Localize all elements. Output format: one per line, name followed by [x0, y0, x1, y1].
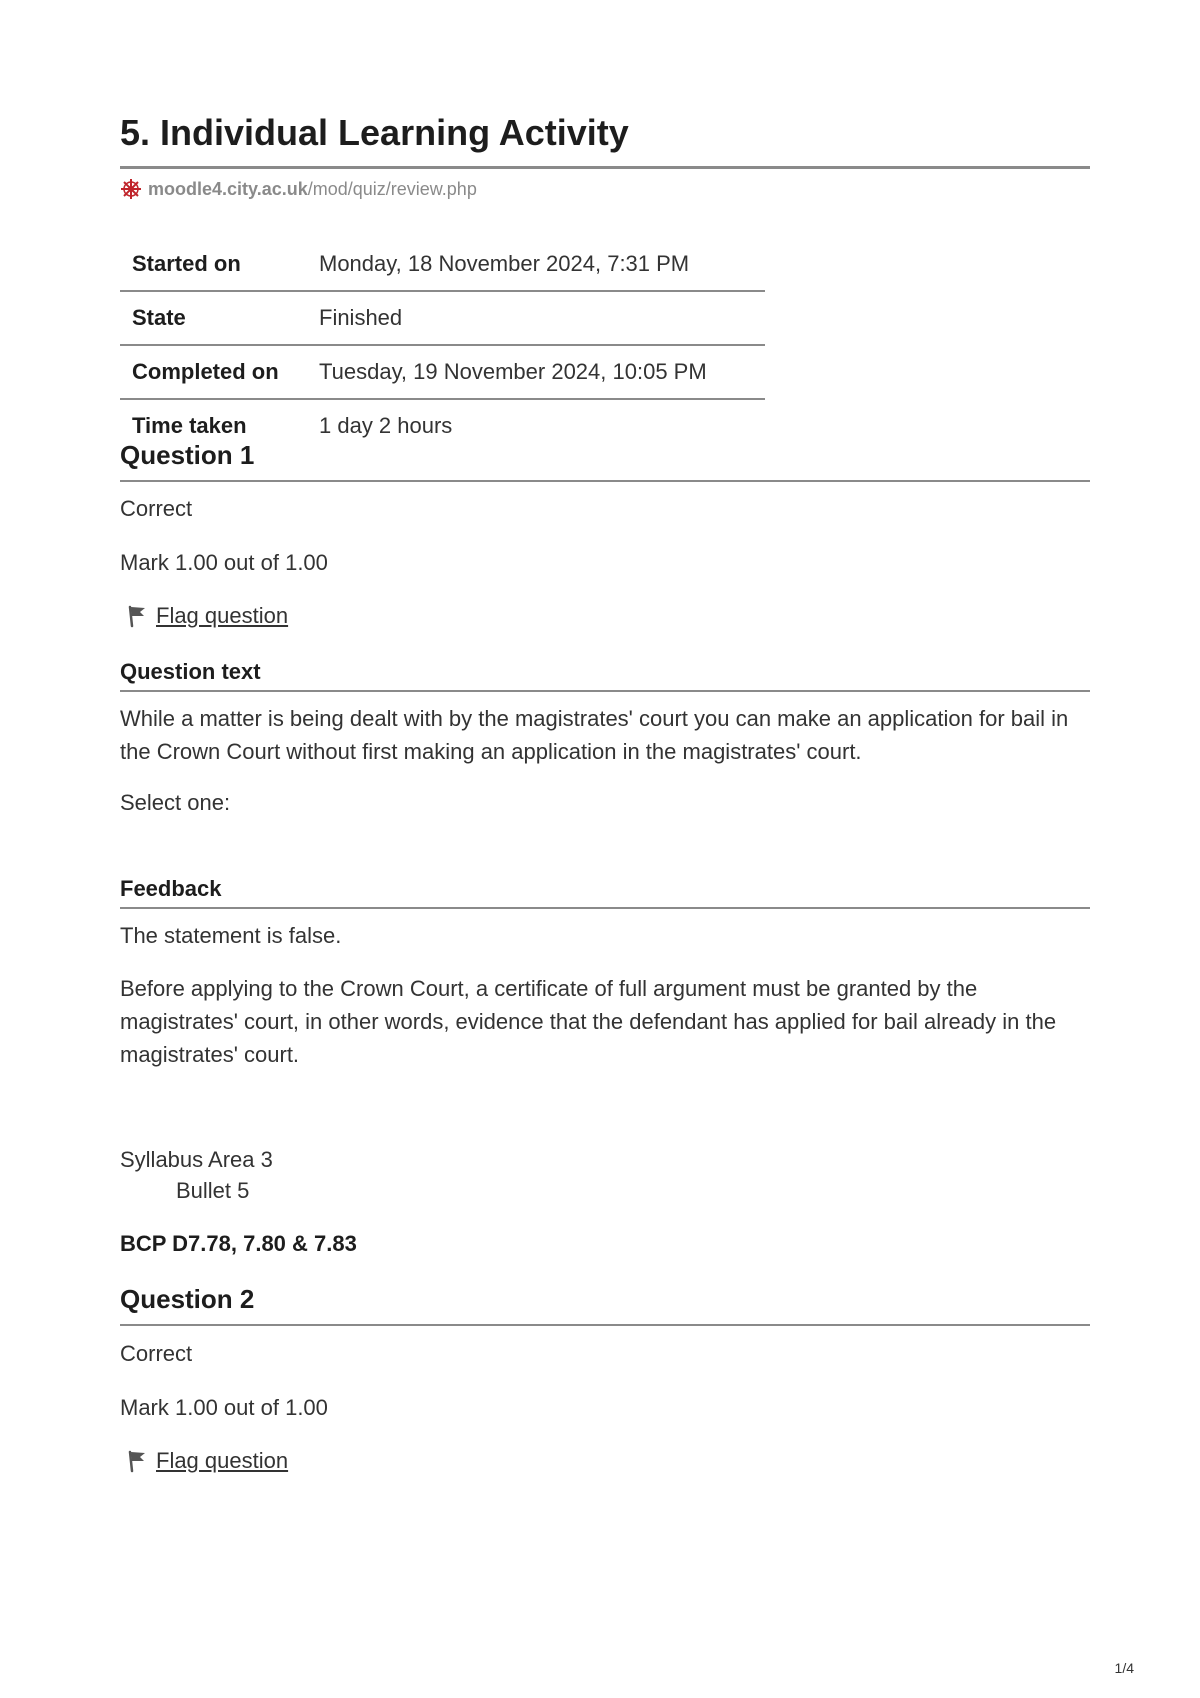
- question-1-heading: Question 1: [120, 440, 255, 470]
- url-path: /mod/quiz/review.php: [307, 178, 477, 199]
- summary-row: [120, 345, 765, 399]
- question-2-flag[interactable]: [126, 1448, 288, 1474]
- feedback-divider: [120, 907, 1090, 909]
- question-2-heading: Question 2: [120, 1284, 255, 1314]
- title-divider: [120, 166, 1090, 169]
- feedback-explanation: Before applying to the Crown Court, a certificate of full argument must be granted by the magistrates' court, in other words, evidence that the defendant has applied for bail already in the magistrates' court.: [120, 976, 1057, 1067]
- bcp-reference: BCP D7.78, 7.80 & 7.83: [120, 1231, 357, 1256]
- summary-row: [120, 291, 765, 345]
- summary-value: Monday, 18 November 2024, 7:31 PM: [307, 238, 765, 291]
- question-2-mark: Mark 1.00 out of 1.00: [120, 1395, 328, 1420]
- flag-icon: [126, 1449, 148, 1473]
- question-1-flag[interactable]: [126, 603, 288, 629]
- syllabus-bullet: Bullet 5: [176, 1178, 250, 1203]
- summary-label: Time taken: [132, 413, 247, 438]
- summary-value: Tuesday, 19 November 2024, 10:05 PM: [307, 345, 765, 399]
- summary-value: 1 day 2 hours: [319, 413, 453, 438]
- question-1-divider: [120, 480, 1090, 482]
- summary-label: State: [120, 291, 307, 345]
- feedback-verdict: The statement is false.: [120, 923, 342, 948]
- attempt-summary-table: [120, 238, 765, 452]
- question-1-mark: Mark 1.00 out of 1.00: [120, 550, 328, 575]
- summary-label: Completed on: [120, 345, 307, 399]
- summary-row: [120, 238, 765, 291]
- page-title: 5. Individual Learning Activity: [120, 112, 629, 153]
- select-one-prompt: Select one:: [120, 790, 231, 815]
- url-host: moodle4.city.ac.uk: [148, 178, 308, 199]
- question-text-heading: Question text: [120, 659, 261, 684]
- summary-label: Started on: [120, 238, 307, 291]
- flag-question-link[interactable]: Flag question: [156, 1448, 289, 1473]
- question-1-status: Correct: [120, 496, 193, 521]
- question-1-text: While a matter is being dealt with by the magistrates' court you can make an application for bail in the Crown Court without first making an application in the magistrates' court.: [120, 706, 1069, 764]
- question-2-divider: [120, 1324, 1090, 1326]
- question-text-divider: [120, 690, 1090, 692]
- flag-question-link[interactable]: Flag question: [156, 603, 289, 628]
- flag-icon: [126, 604, 148, 628]
- page-number: 1/4: [1114, 1660, 1134, 1676]
- summary-value: Finished: [307, 291, 765, 345]
- moodle-site-icon: [120, 178, 142, 200]
- question-2-status: Correct: [120, 1341, 193, 1366]
- syllabus-area: Syllabus Area 3: [120, 1147, 273, 1172]
- source-url[interactable]: [120, 178, 477, 200]
- feedback-heading: Feedback: [120, 876, 222, 901]
